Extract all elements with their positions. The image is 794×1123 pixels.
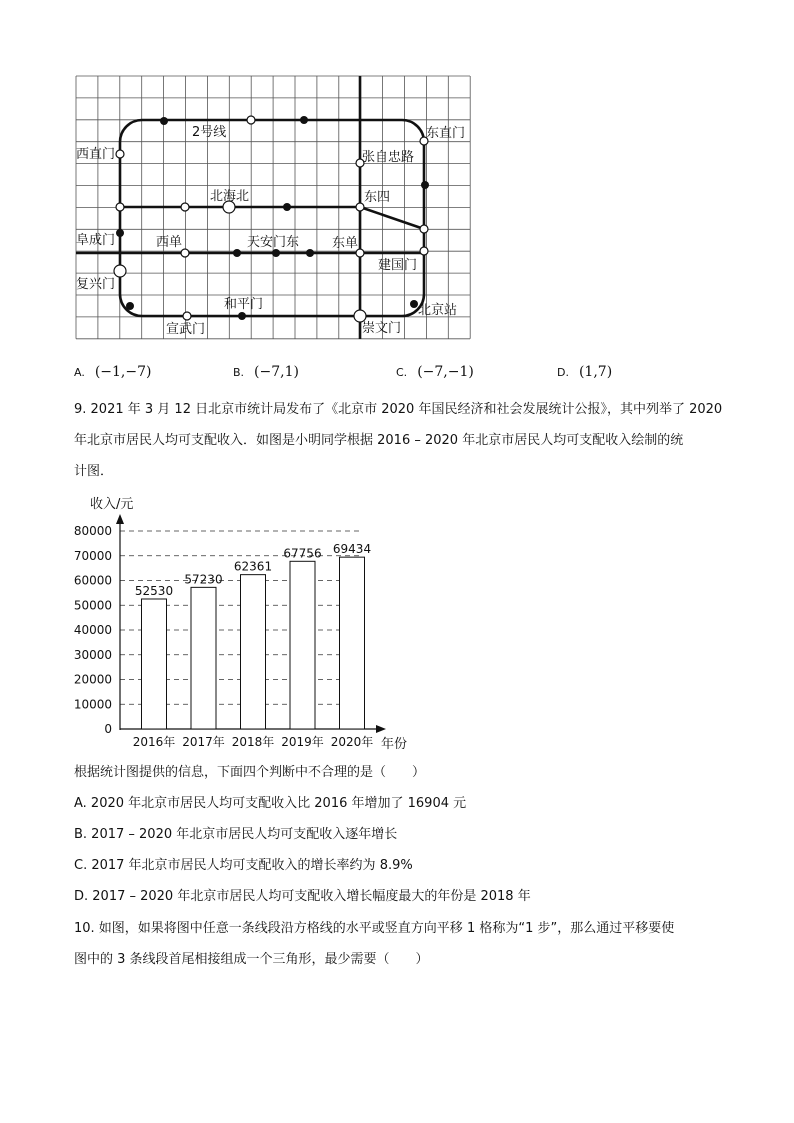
- label-dongdan: 东单: [332, 236, 359, 251]
- bar-value-label: 69434: [332, 542, 372, 557]
- bar-value-label: 62361: [233, 559, 273, 574]
- open-stations: [114, 116, 428, 322]
- label-tiananmendong: 天安门东: [247, 235, 300, 250]
- y-tick-label: 40000: [73, 623, 112, 637]
- y-tick-label: 70000: [73, 548, 112, 563]
- q9-stem-line-3: 计图．: [74, 464, 114, 479]
- line-diagonal: [360, 207, 424, 229]
- bar-value-label: 52530: [134, 583, 174, 598]
- x-axis-title: 年份: [381, 737, 408, 752]
- q9-stem-line-1: 9. 2021 年 3 月 12 日北京市统计局发布了《北京市 2020 年国民经济和社会发展统计公报》，其中列举了 2020: [74, 402, 723, 417]
- bar: [340, 557, 365, 729]
- y-tick-label: 80000: [73, 524, 112, 538]
- q10-stem-line-1: 10. 如图，如果将图中任意一条线段沿方格线的水平或竖直方向平移 1 格称为“1 步”，那么通过平移要使: [74, 921, 675, 936]
- x-tick-label: 2017年: [182, 735, 225, 749]
- option-value: (1,7): [578, 364, 613, 380]
- label-fuxingmen: 复兴门: [76, 277, 116, 292]
- y-axis-title: 收入/元: [90, 497, 134, 512]
- option-letter: D.: [557, 366, 569, 379]
- filled-stations: [116, 116, 429, 320]
- label-xidan: 西单: [156, 235, 183, 250]
- x-tick-label: 2016年: [132, 735, 176, 749]
- y-axis-arrow: [116, 514, 124, 524]
- x-tick-label: 2020年: [330, 735, 374, 749]
- q9-option-c: C. 2017 年北京市居民人均可支配收入的增长率约为 8.9%: [74, 858, 413, 873]
- q10-stem-line-2: 图中的 3 条线段首尾相接组成一个三角形，最少需要（ ）: [74, 952, 429, 967]
- label-jianguomen: 建国门: [378, 258, 418, 273]
- y-tick-label: 30000: [73, 647, 112, 662]
- q9-option-d: D. 2017 – 2020 年北京市居民人均可支配收入增长幅度最大的年份是 2018 年: [74, 889, 531, 904]
- y-tick-label: 60000: [73, 573, 112, 588]
- q9-option-b: B. 2017 – 2020 年北京市居民人均可支配收入逐年增长: [74, 827, 398, 842]
- y-tick-label: 10000: [73, 697, 112, 712]
- q8-option-b: [233, 364, 299, 380]
- q8-option-d: [557, 364, 612, 380]
- q9-option-a: A. 2020 年北京市居民人均可支配收入比 2016 年增加了 16904 元: [74, 796, 467, 811]
- y-tick-label: 50000: [73, 598, 112, 613]
- option-value: (−1,−7): [94, 364, 152, 380]
- x-tick-label: 2018年: [231, 735, 275, 749]
- subway-map: [74, 74, 474, 344]
- q9-question: 根据统计图提供的信息，下面四个判断中不合理的是（ ）: [74, 765, 426, 780]
- label-zhangzizhonglu: 张自忠路: [362, 150, 415, 165]
- bar: [191, 587, 216, 729]
- option-letter: A.: [74, 366, 85, 379]
- bar: [290, 561, 315, 729]
- label-dongsi: 东四: [364, 190, 391, 205]
- label-beijingzhan: 北京站: [418, 303, 458, 318]
- label-chongwenmen: 崇文门: [362, 321, 402, 336]
- bar-value-label: 67756: [283, 546, 322, 561]
- q8-option-c: [396, 364, 474, 380]
- bar-value-label: 57230: [184, 572, 223, 587]
- y-tick-label: 0: [104, 722, 112, 736]
- label-fuchengmen: 阜成门: [76, 233, 116, 248]
- label-xuanwumen: 宣武门: [166, 322, 206, 337]
- option-letter: C.: [396, 366, 408, 379]
- label-hepingmen: 和平门: [224, 297, 264, 312]
- income-bar-chart: [70, 488, 420, 756]
- label-beihaibei: 北海北: [210, 189, 250, 204]
- label-line-2: 2号线: [192, 125, 227, 140]
- x-axis-arrow: [376, 725, 386, 733]
- option-value: (−7,1): [254, 364, 299, 380]
- option-value: (−7,−1): [417, 364, 474, 380]
- label-xizhimen: 西直门: [76, 147, 116, 162]
- y-tick-label: 20000: [73, 672, 112, 687]
- x-tick-label: 2019年: [281, 735, 324, 749]
- bar: [241, 575, 266, 729]
- label-dongzhimen: 东直门: [426, 126, 466, 141]
- q8-option-a: [74, 364, 151, 380]
- bar: [142, 599, 167, 729]
- option-letter: B.: [233, 366, 245, 379]
- q9-stem-line-2: 年北京市居民人均可支配收入．如图是小明同学根据 2016 – 2020 年北京市居民人均可支配收入绘制的统: [74, 433, 684, 448]
